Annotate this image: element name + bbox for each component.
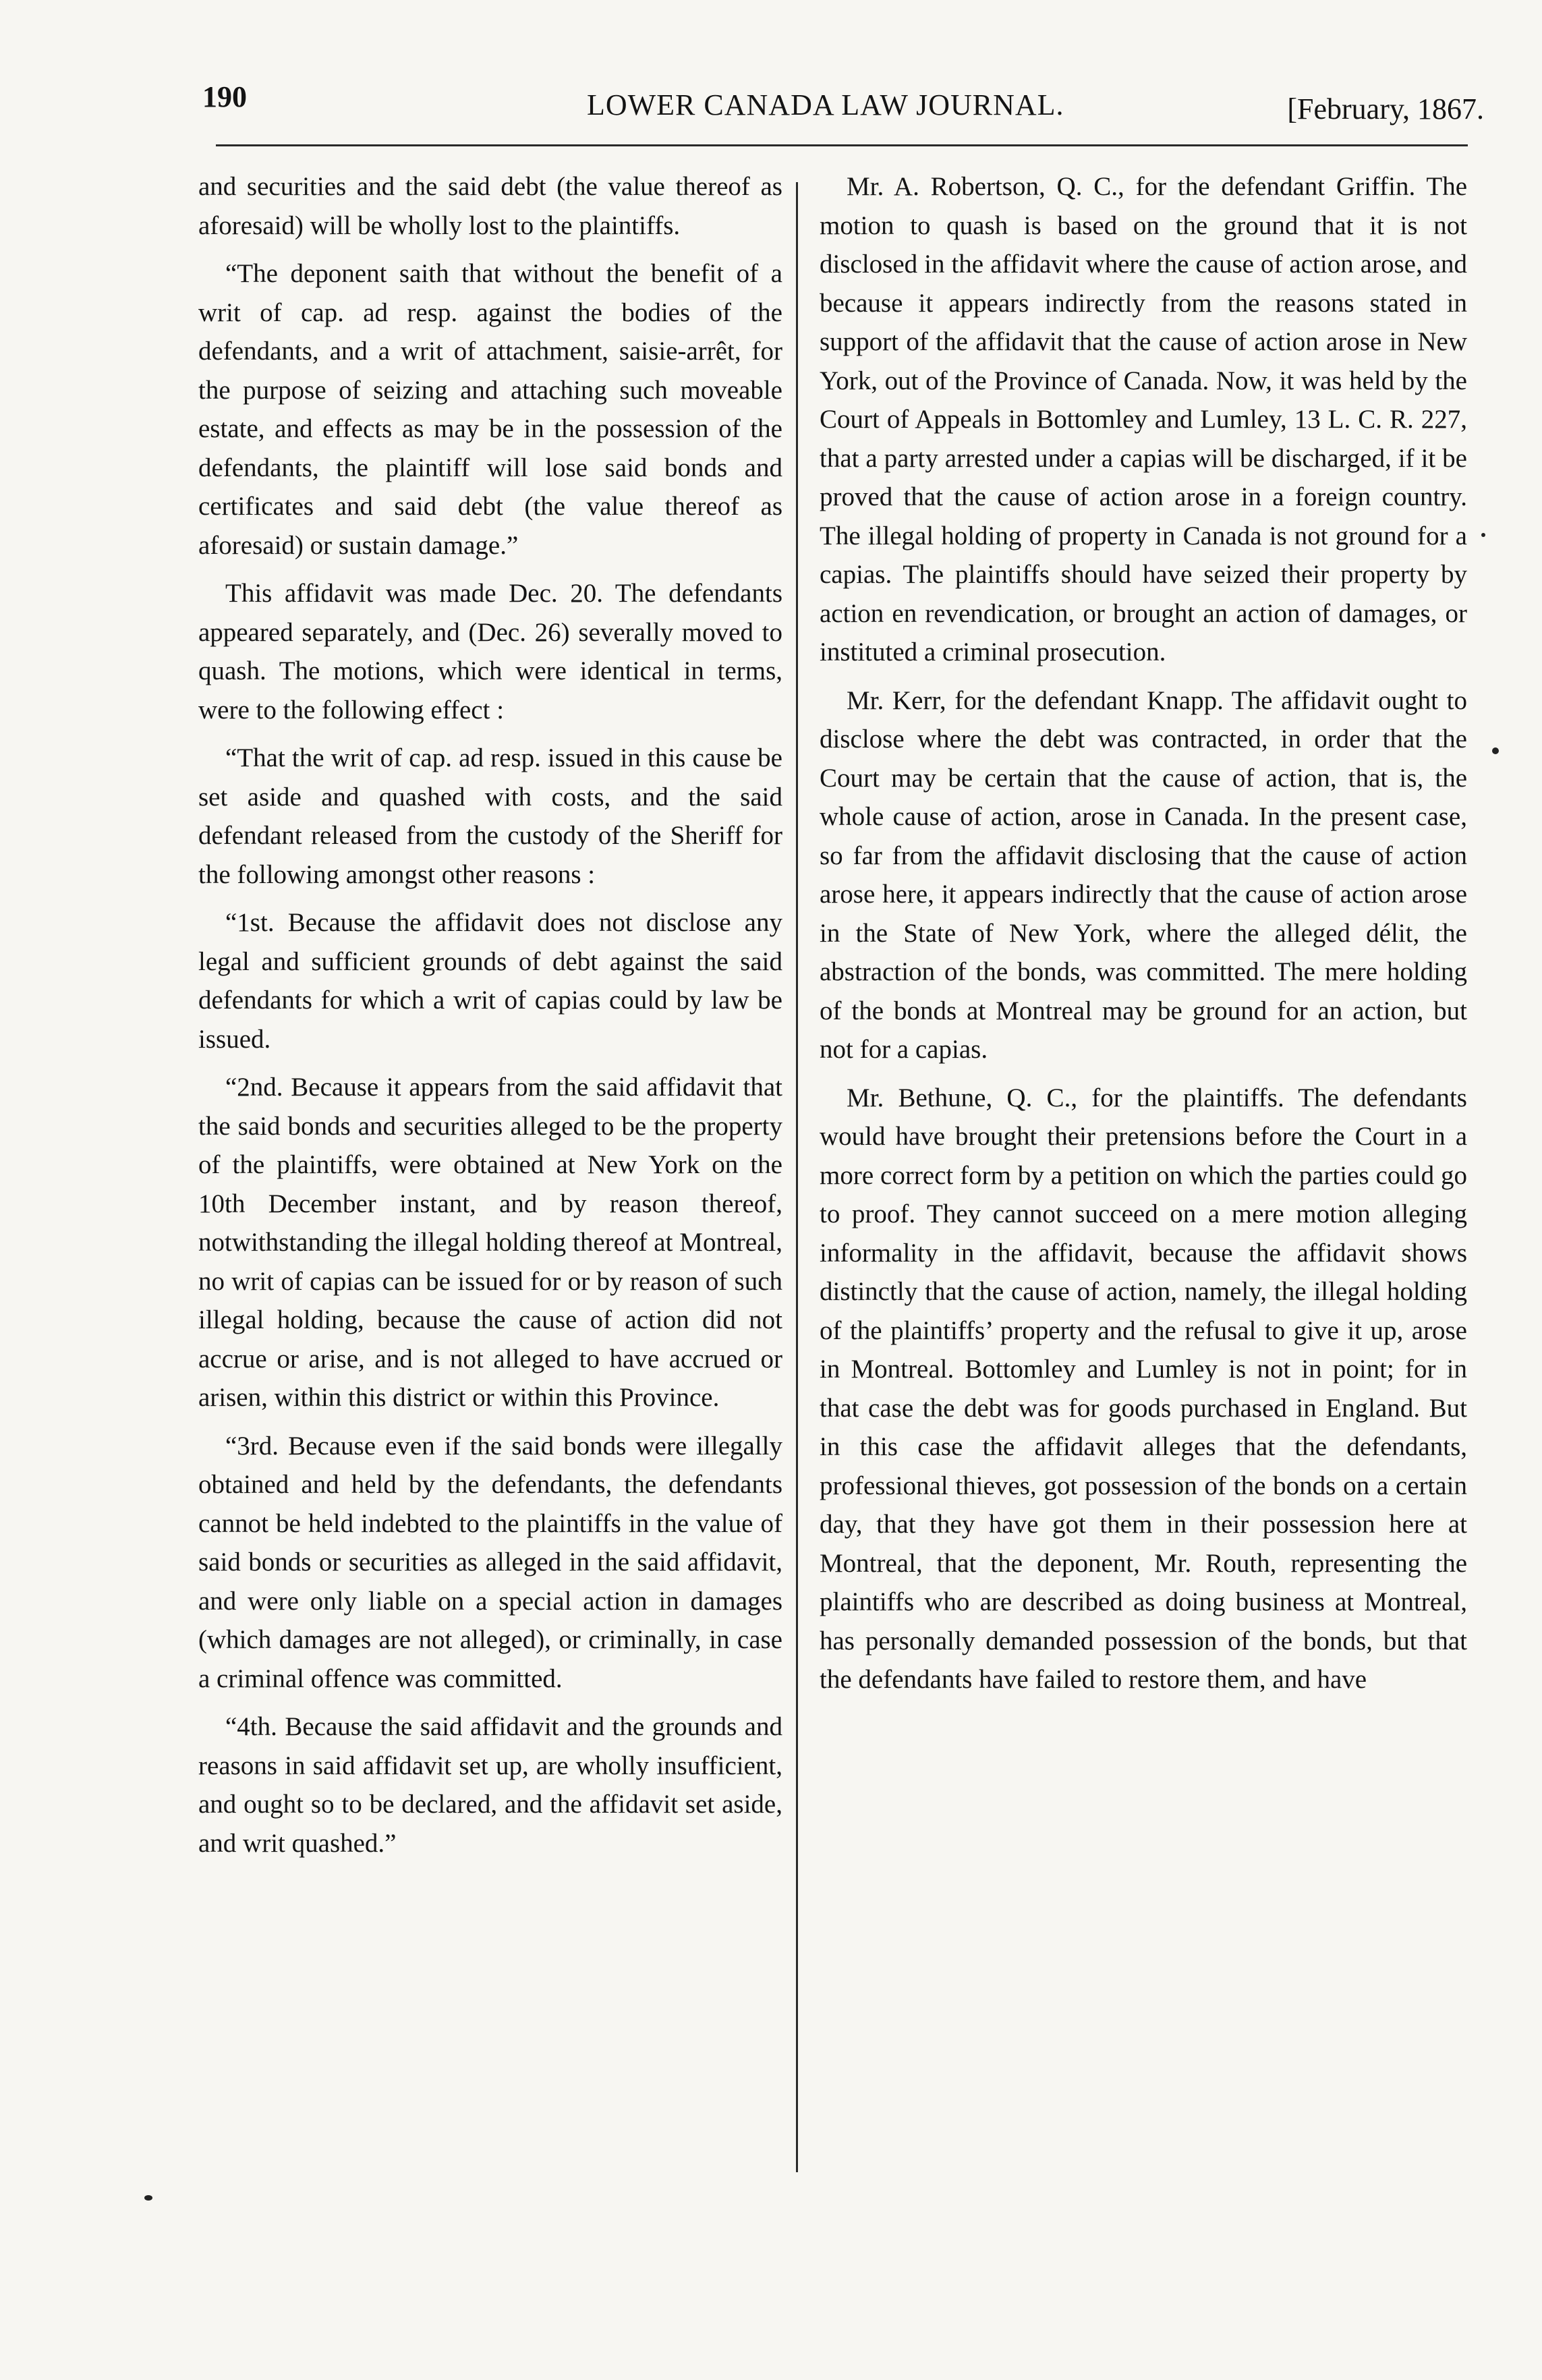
paragraph: This affidavit was made Dec. 20. The defendants appeared separately, and (Dec. 26) severally moved to quash. The motions, which were identical in terms, were to the following effect : — [198, 579, 782, 725]
paragraph: “2nd. Because it appears from the said affidavit that the said bonds and securities alleged to be the property of the plaintiffs, were obtained at New York on the 10th December instant, and by reason thereof, notwithstanding the illegal holding thereof at Montreal, no writ of capias can be issued for or by reason of such illegal holding, because the cause of action did not accrue or arise, and is not alleged to have accrued or arisen, within this district or within this Province. — [198, 1073, 782, 1412]
page-number: 190 — [202, 80, 247, 113]
header-rule — [216, 144, 1468, 146]
left-column — [198, 167, 782, 1872]
paragraph: “The deponent saith that without the benefit of a writ of cap. ad resp. against the bodies of the defendants, and a writ of attachment, saisie-arrêt, for the purpose of seizing and attaching such moveable estate, and effects as may be in the possession of the defendants, the plaintiff will lose said bonds and certificates and said debt (the value thereof as aforesaid) or sustain damage.” — [198, 259, 782, 560]
paragraph: Mr. A. Robertson, Q. C., for the defendant Griffin. The motion to quash is based on the ground that it is not disclosed in the affidavit where the cause of action arose, and because it appears indirectly from the reasons stated in support of the affidavit that the cause of action arose in New York, out of the Province of Canada. Now, it was held by the Court of Appeals in Bottomley and Lumley, 13 L. C. R. 227, that a party arrested under a capias will be discharged, if it be proved that the cause of action arose in a foreign country. The illegal holding of property in Canada is not ground for a capias. The plaintiffs should have seized their property by action en revendication, or brought an action of damages, or instituted a criminal prosecution. — [820, 172, 1467, 667]
running-header — [202, 80, 1484, 134]
ink-speck — [1492, 747, 1499, 754]
ink-speck — [144, 2195, 152, 2201]
paragraph: Mr. Bethune, Q. C., for the plaintiffs. The defendants would have brought their pretensions before the Court in a more correct form by a petition on which the parties could go to proof. They cannot succeed on a mere motion alleging informality in the affidavit, because the affidavit shows distinctly that the cause of action, namely, the illegal holding of the plaintiffs’ property and the refusal to give it up, arose in Montreal. Bottomley and Lumley is not in point; for in that case the debt was for goods purchased in England. But in this case the affidavit alleges that the defendants, professional thieves, got possession of the bonds on a certain day, that they have got them in their possession here at Montreal, that the deponent, Mr. Routh, representing the plaintiffs who are described as doing business at Montreal, has personally demanded possession of the bonds, but that the defendants have failed to restore them, and have — [820, 1083, 1467, 1694]
paragraph: “3rd. Because even if the said bonds were illegally obtained and held by the defendants, the defendants cannot be held indebted to the plaintiffs in the value of said bonds or securities as alleged in the said affidavit, and were only liable on a special action in damages (which damages are not alleged), or criminally, in case a criminal offence was committed. — [198, 1431, 782, 1693]
paragraph: and securities and the said debt (the value thereof as aforesaid) will be wholly lost to the plaintiffs. — [198, 172, 782, 240]
paragraph: “4th. Because the said affidavit and the grounds and reasons in said affidavit set up, are wholly insufficient, and ought so to be declared, and the affidavit set aside, and writ quashed.” — [198, 1712, 782, 1858]
paragraph: Mr. Kerr, for the defendant Knapp. The affidavit ought to disclose where the debt was contracted, in order that the Court may be certain that the cause of action, that is, the whole cause of action, arose in Canada. In the present case, so far from the affidavit disclosing that the cause of action arose here, it appears indirectly that the cause of action arose in the State of New York, where the alleged délit, the abstraction of the bonds, was committed. The mere holding of the bonds at Montreal may be ground for an action, but not for a capias. — [820, 685, 1467, 1064]
paragraph: “1st. Because the affidavit does not disclose any legal and sufficient grounds of debt against the said defendants for which a writ of capias could by law be issued. — [198, 908, 782, 1054]
right-column — [820, 167, 1467, 1709]
ink-speck — [1481, 533, 1485, 537]
journal-title: LOWER CANADA LAW JOURNAL. — [587, 88, 1064, 121]
column-divider — [796, 182, 798, 2172]
paragraph: “That the writ of cap. ad resp. issued in this cause be set aside and quashed with costs, and the said defendant released from the custody of the Sheriff for the following amongst other reasons : — [198, 743, 782, 889]
issue-date: [February, 1867. — [1287, 92, 1484, 125]
